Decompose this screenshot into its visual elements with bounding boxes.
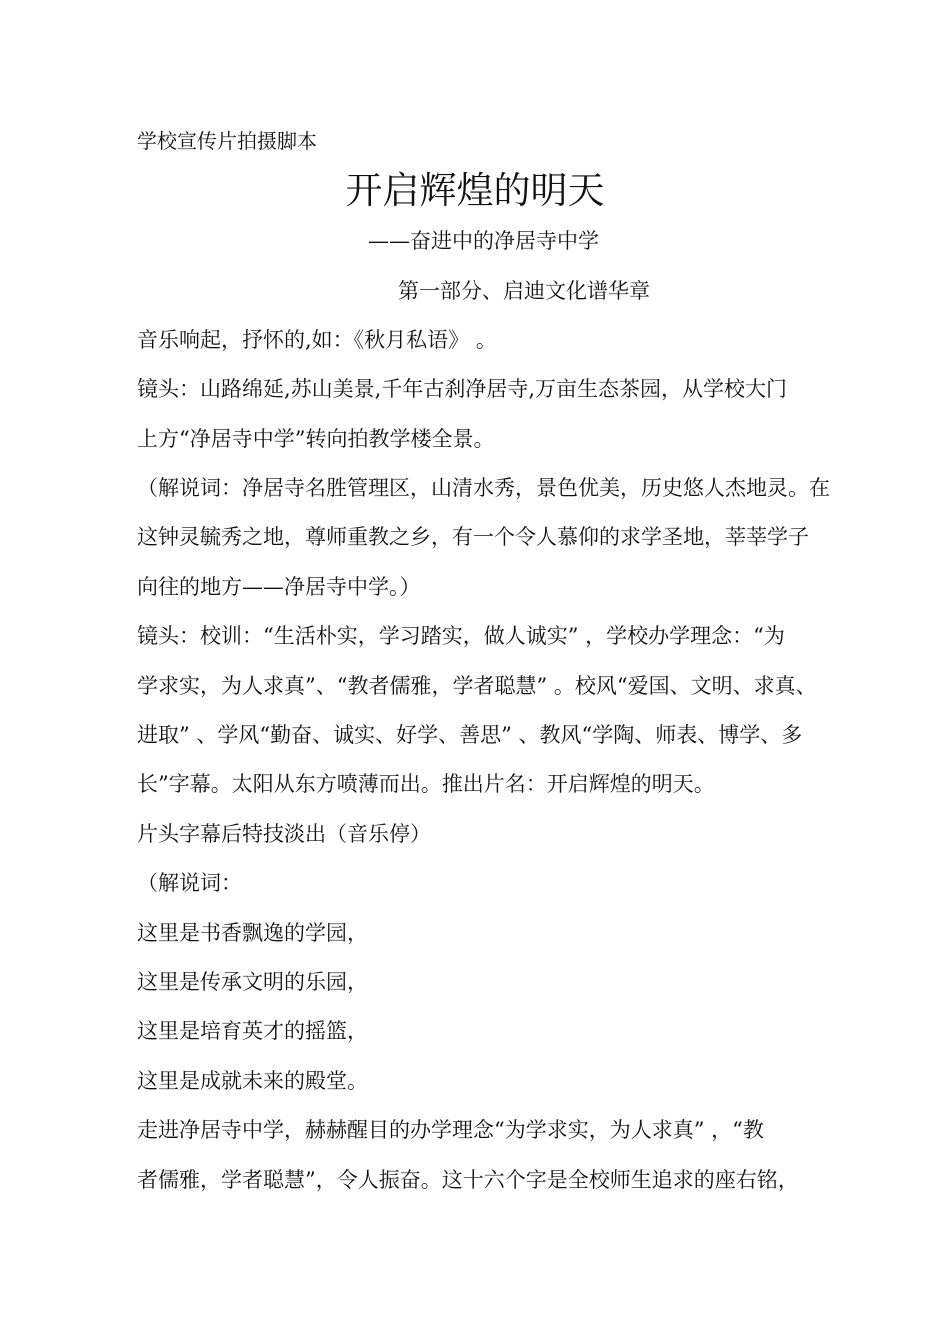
text-line: 学求实，为人求真”、“教者儒雅，学者聪慧” 。校风“爱国、文明、求真、 — [137, 674, 817, 698]
text-line: 者儒雅，学者聪慧”，令人振奋。这十六个字是全校师生追求的座右铭， — [137, 1168, 799, 1192]
text-line: 镜头：山路绵延,苏山美景,千年古刹净居寺,万亩生态茶园，从学校大门 — [137, 377, 788, 401]
text-line: 进取” 、学风“勤奋、诚实、好学、善思” 、教风“学陶、师表、博学、多 — [137, 723, 803, 747]
text-line: 走进净居寺中学，赫赫醒目的办学理念“为学求实，为人求真” ，“教 — [137, 1118, 764, 1142]
text-line: 这里是成就未来的殿堂。 — [137, 1069, 368, 1093]
document-title: 开启辉煌的明天 — [345, 169, 605, 212]
text-line: 这里是培育英才的摇篮， — [137, 1019, 368, 1043]
section-heading: 第一部分、启迪文化谱华章 — [398, 279, 650, 303]
text-line: 镜头：校训：“生活朴实，学习踏实，做人诚实” ，学校办学理念：“为 — [137, 624, 785, 648]
text-line: 这里是传承文明的乐园， — [137, 970, 368, 994]
text-line: 这钟灵毓秀之地，尊师重教之乡，有一个令人慕仰的求学圣地，莘莘学子 — [137, 525, 809, 549]
document-label: 学校宣传片拍摄脚本 — [137, 129, 317, 153]
text-line: 向往的地方——净居寺中学。） — [137, 575, 421, 599]
document-subtitle: ——奋进中的净居寺中学 — [368, 229, 599, 253]
text-line: （解说词： — [137, 871, 242, 895]
text-line: 片头字幕后特技淡出（音乐停） — [137, 822, 431, 846]
text-line: 音乐响起，抒怀的,如：《秋月私语》 。 — [137, 328, 497, 352]
text-line: （解说词：净居寺名胜管理区，山清水秀，景色优美，历史悠人杰地灵。在 — [137, 476, 830, 500]
text-line: 长”字幕。太阳从东方喷薄而出。推出片名：开启辉煌的明天。 — [137, 772, 715, 796]
text-line: 这里是书香飘逸的学园， — [137, 921, 368, 945]
text-line: 上方“净居寺中学”转向拍教学楼全景。 — [137, 427, 495, 451]
